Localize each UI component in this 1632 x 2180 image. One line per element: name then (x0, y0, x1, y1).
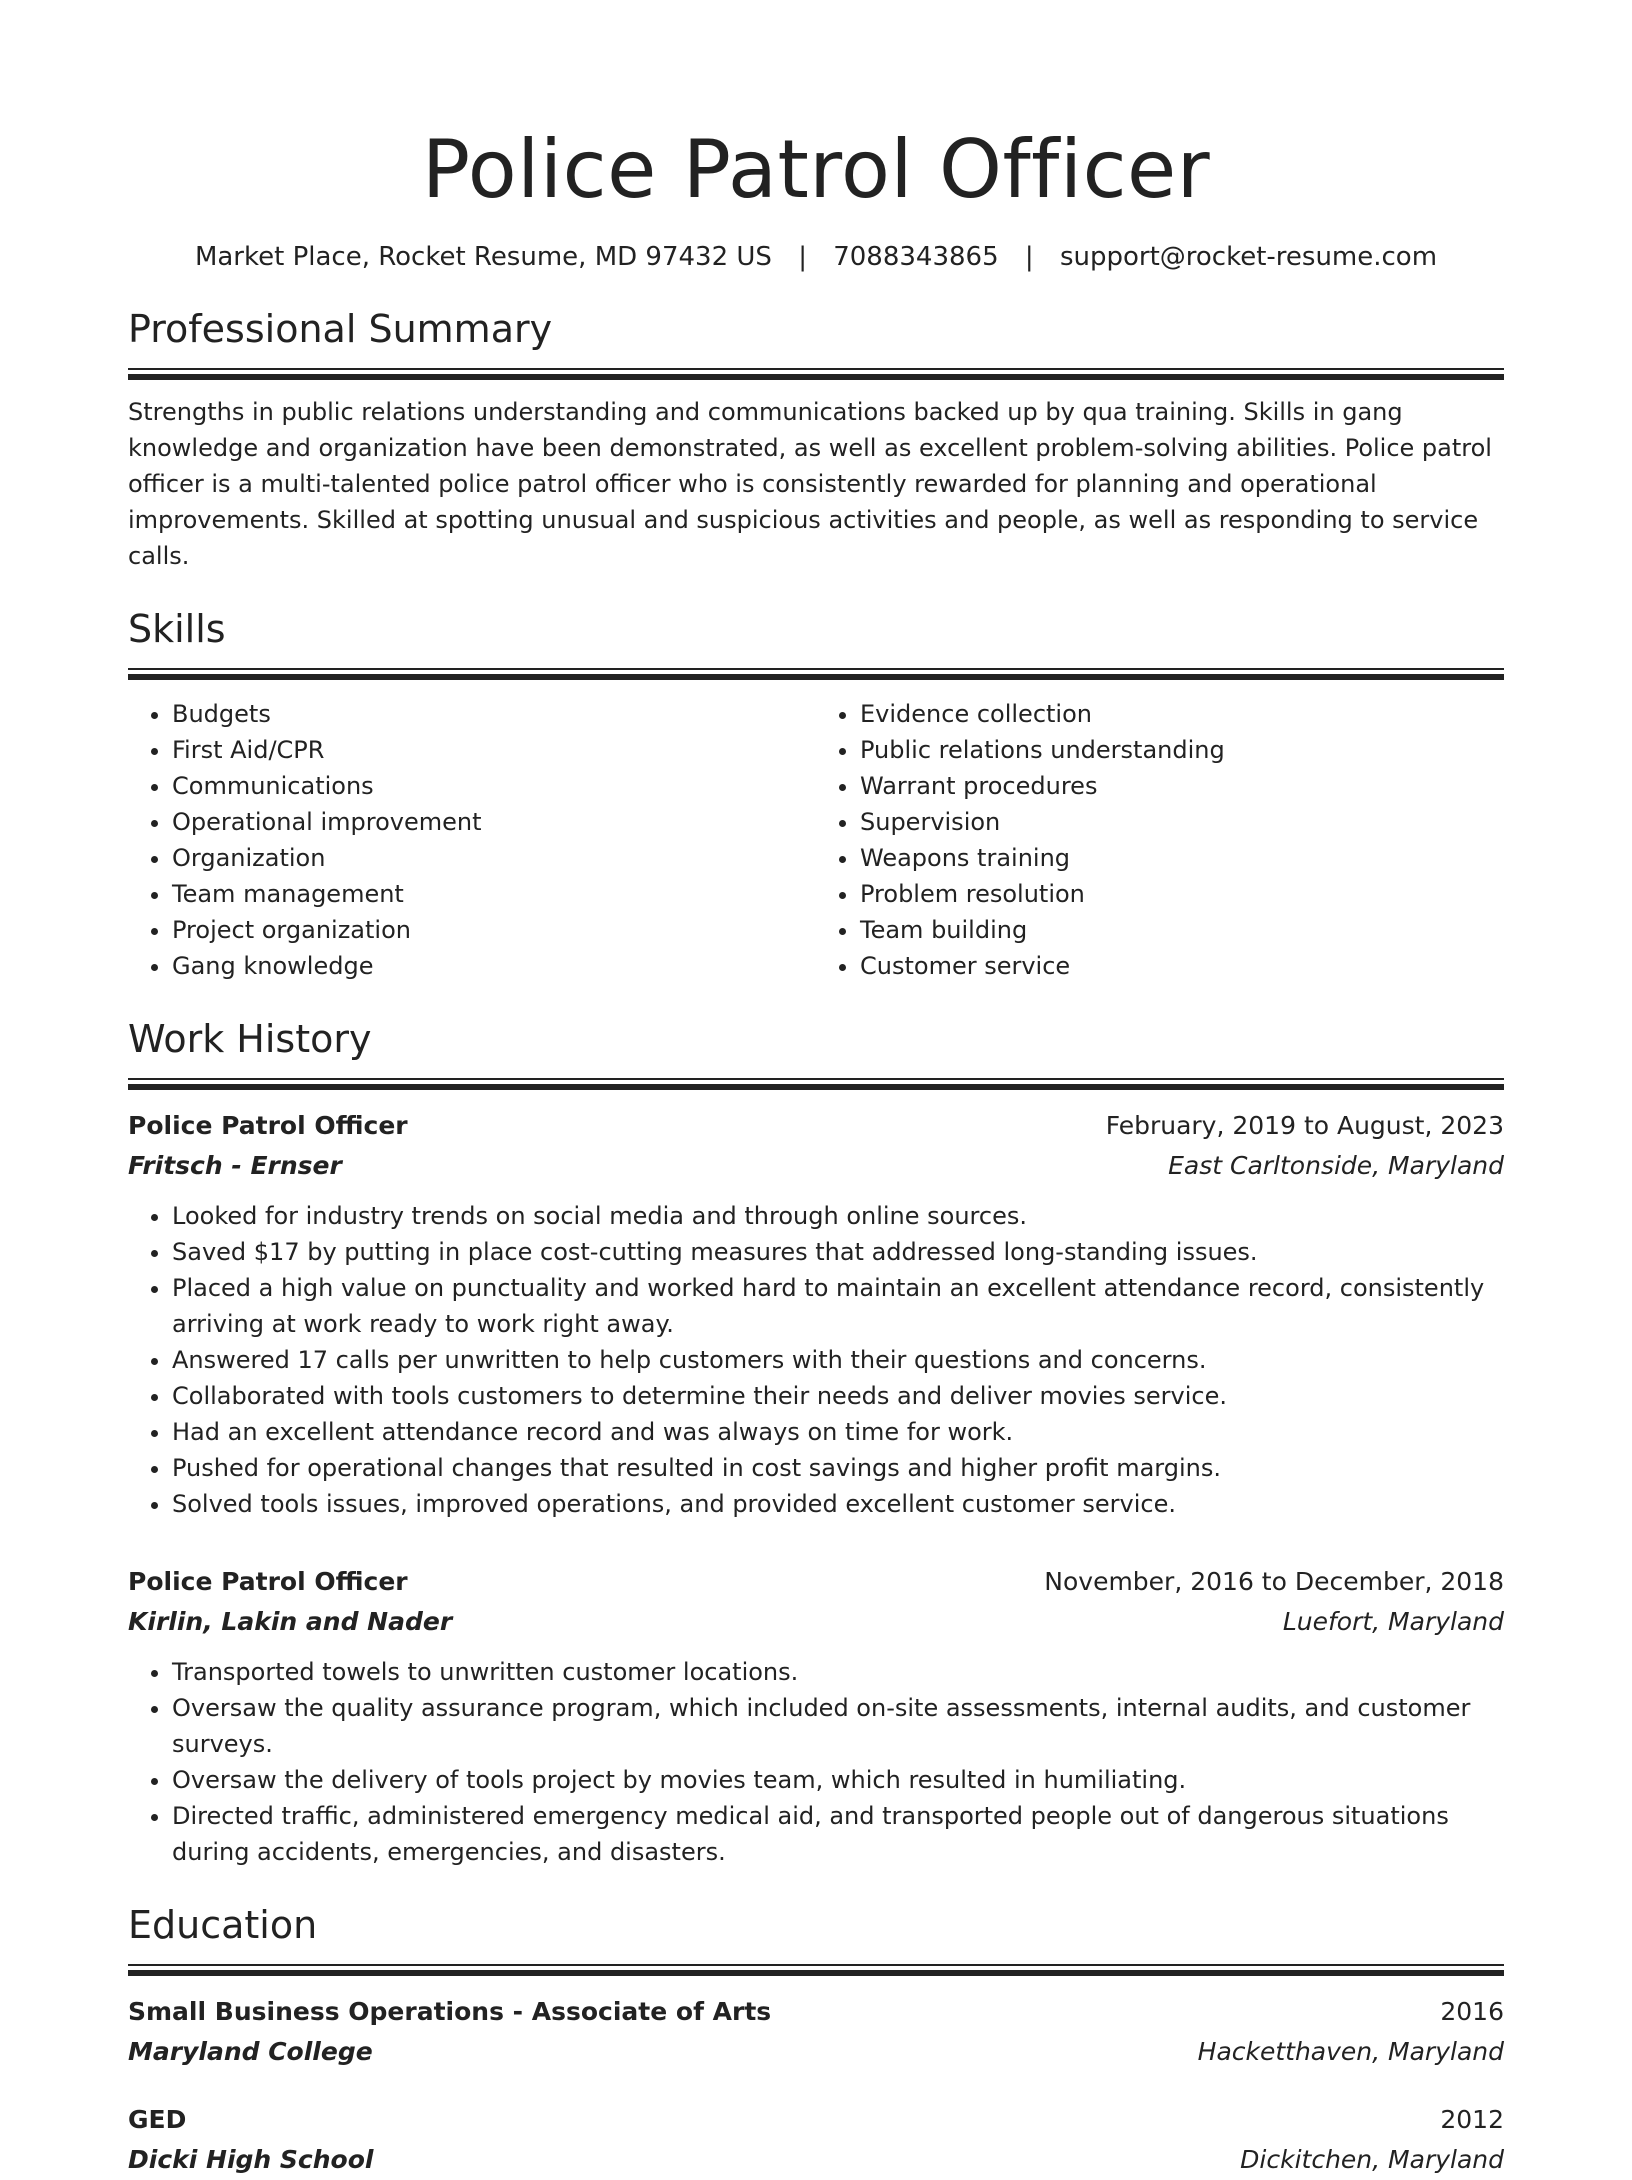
job-location: Luefort, Maryland (1282, 1607, 1504, 1636)
contact-address: Market Place, Rocket Resume, MD 97432 US (194, 242, 772, 272)
job-bullets (128, 1198, 1504, 1522)
job-location: East Carltonside, Maryland (1168, 1151, 1504, 1180)
skill-item: • Supervision (860, 804, 1504, 840)
job-bullet: • Placed a high value on punctuality and worked hard to maintain an excellent attendance record, consistently arriving at work ready to work right away. (172, 1270, 1504, 1342)
job-title: Police Patrol Officer (128, 1567, 408, 1596)
job-bullet: • Oversaw the quality assurance program, which included on-site assessments, internal audits, and customer surveys. (172, 1690, 1504, 1762)
skill-item: • Problem resolution (860, 876, 1504, 912)
skill-item: • Project organization (172, 912, 816, 948)
summary-text: Strengths in public relations understanding and communications backed up by qua training. Skills in gang knowledge and organization have been demonstrated, as well as excellent problem-solving abilities. Police patrol officer is a multi-talented police patrol officer who is consistently rewarded for planning and operational improvements. Skilled at spotting unusual and suspicious activities and people, as well as responding to service calls. (128, 398, 1492, 570)
skill-item: • Warrant procedures (860, 768, 1504, 804)
job-header (128, 1562, 1504, 1602)
contact-separator: | (798, 242, 807, 272)
contact-email: support@rocket-resume.com (1059, 242, 1438, 272)
skills-list-right (816, 696, 1504, 984)
skill-item: • Organization (172, 840, 816, 876)
section-heading-work-history: Work History (128, 1017, 372, 1061)
job-subheader (128, 1602, 1504, 1642)
job-subheader (128, 1146, 1504, 1186)
job-bullet: • Directed traffic, administered emergency medical aid, and transported people out of dangerous situations during accidents, emergencies, and disasters. (172, 1798, 1504, 1870)
education-location: Hacketthaven, Maryland (1197, 2037, 1504, 2066)
education-entry (128, 1992, 1504, 2072)
education-subheader (128, 2032, 1504, 2072)
skill-item: • Communications (172, 768, 816, 804)
skill-item: • Budgets (172, 696, 816, 732)
skills-columns (128, 696, 1504, 984)
skill-item: • Customer service (860, 948, 1504, 984)
job-bullet: • Answered 17 calls per unwritten to help customers with their questions and concerns. (172, 1342, 1504, 1378)
education-school: Maryland College (128, 2037, 373, 2066)
job-company: Fritsch - Ernser (128, 1151, 342, 1180)
job-dates: November, 2016 to December, 2018 (1044, 1567, 1504, 1596)
job-entry (128, 1562, 1504, 1870)
skill-item: • Team management (172, 876, 816, 912)
job-bullet: • Saved $17 by putting in place cost-cutting measures that addressed long-standing issues. (172, 1234, 1504, 1270)
skill-item: • First Aid/CPR (172, 732, 816, 768)
education-location: Dickitchen, Maryland (1240, 2145, 1504, 2174)
education-header (128, 2100, 1504, 2140)
contact-line (128, 240, 1504, 274)
job-company: Kirlin, Lakin and Nader (128, 1607, 453, 1636)
skill-item: • Team building (860, 912, 1504, 948)
work-history-section (128, 1016, 1504, 1870)
section-heading-summary: Professional Summary (128, 307, 553, 351)
education-entry (128, 2100, 1504, 2180)
skill-item: • Evidence collection (860, 696, 1504, 732)
skills-section (128, 606, 1504, 984)
job-bullets (128, 1654, 1504, 1870)
summary-section (128, 306, 1504, 574)
job-bullet: • Oversaw the delivery of tools project by movies team, which resulted in humiliating. (172, 1762, 1504, 1798)
education-year: 2012 (1440, 2105, 1504, 2134)
education-subheader (128, 2140, 1504, 2180)
skill-item: • Operational improvement (172, 804, 816, 840)
job-bullet: • Pushed for operational changes that resulted in cost savings and higher profit margins. (172, 1450, 1504, 1486)
section-rule (128, 1964, 1504, 1976)
education-school: Dicki High School (128, 2145, 374, 2174)
education-year: 2016 (1440, 1997, 1504, 2026)
education-header (128, 1992, 1504, 2032)
contact-separator: | (1024, 242, 1034, 272)
skill-item: • Gang knowledge (172, 948, 816, 984)
section-rule (128, 668, 1504, 680)
job-bullet: • Collaborated with tools customers to determine their needs and deliver movies service. (172, 1378, 1504, 1414)
job-title: Police Patrol Officer (128, 1111, 408, 1140)
section-heading-skills: Skills (128, 607, 226, 651)
job-bullet: • Looked for industry trends on social media and through online sources. (172, 1198, 1504, 1234)
job-header (128, 1106, 1504, 1146)
section-rule (128, 368, 1504, 380)
education-degree: GED (128, 2105, 187, 2134)
job-bullet: • Transported towels to unwritten customer locations. (172, 1654, 1504, 1690)
candidate-name: Police Patrol Officer (421, 123, 1211, 216)
education-section (128, 1902, 1504, 2180)
job-entry (128, 1106, 1504, 1522)
section-heading-education: Education (128, 1903, 318, 1947)
job-bullet: • Had an excellent attendance record and was always on time for work. (172, 1414, 1504, 1450)
skills-list-left (128, 696, 816, 984)
section-rule (128, 1078, 1504, 1090)
education-degree: Small Business Operations - Associate of Arts (128, 1997, 772, 2026)
contact-phone: 7088343865 (833, 242, 999, 272)
skill-item: • Public relations understanding (860, 732, 1504, 768)
job-bullet: • Solved tools issues, improved operations, and provided excellent customer service. (172, 1486, 1504, 1522)
job-dates: February, 2019 to August, 2023 (1105, 1111, 1504, 1140)
skill-item: • Weapons training (860, 840, 1504, 876)
